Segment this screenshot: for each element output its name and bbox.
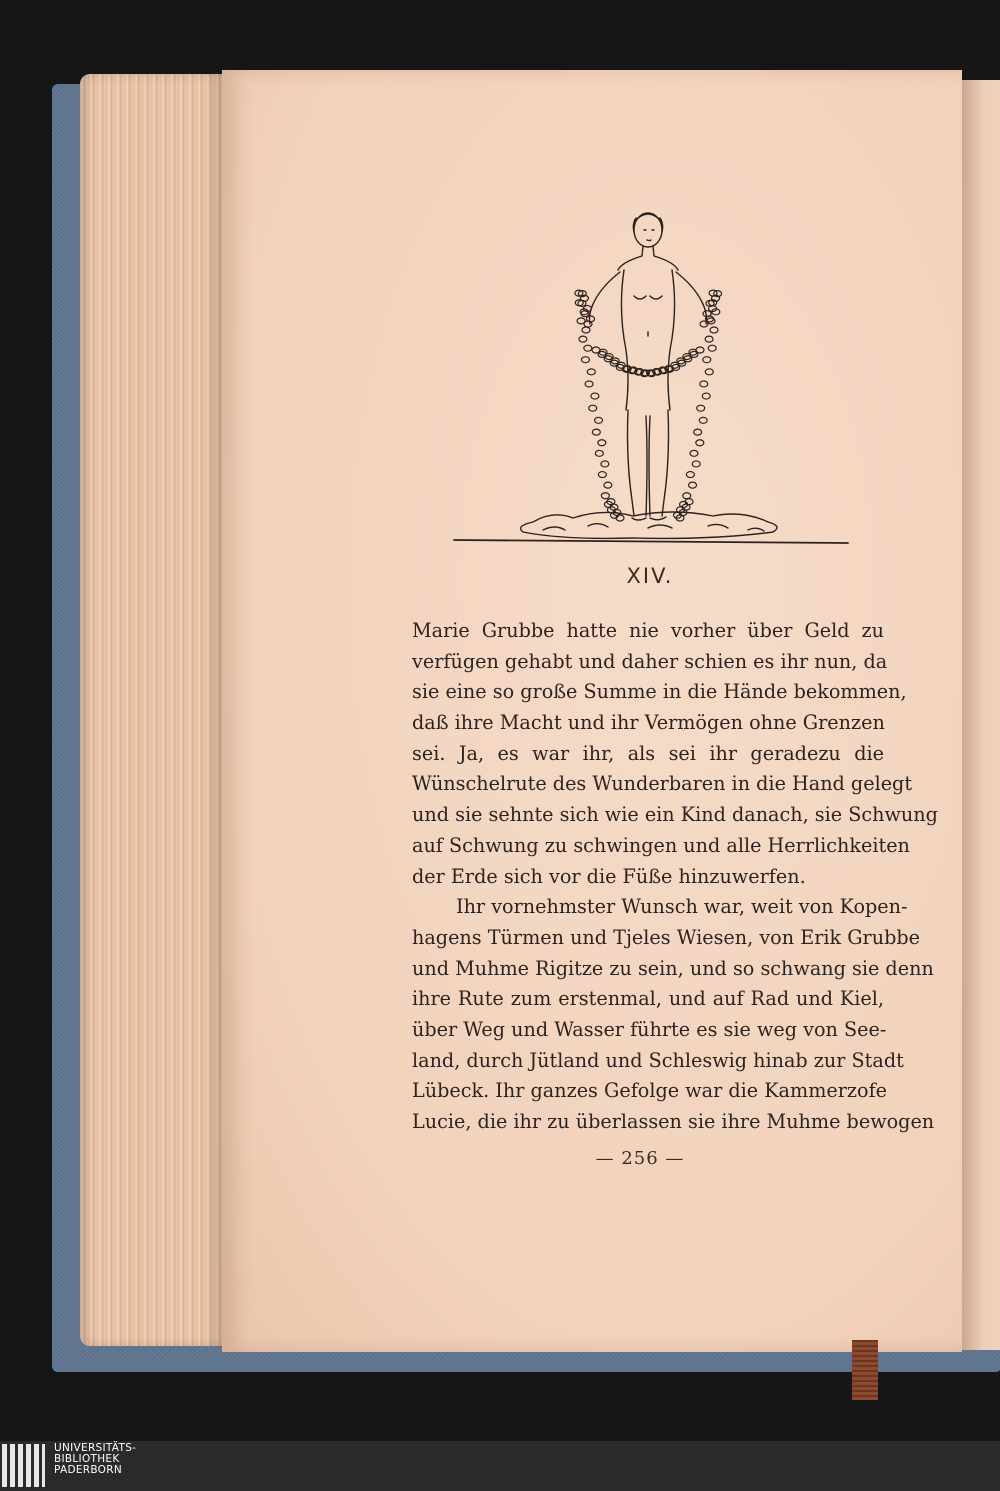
text-line: und Muhme Rigitze zu sein, und so schwang sie denn xyxy=(412,956,934,980)
garland-flower xyxy=(591,393,599,399)
garland-flower xyxy=(696,440,704,446)
text-line: Lübeck. Ihr ganzes Gefolge war die Kammerzofe xyxy=(412,1079,888,1103)
garland-flower xyxy=(585,381,593,387)
bookmark-ribbon xyxy=(852,1340,878,1400)
garland-flower xyxy=(689,482,697,488)
text-line: daß ihre Macht und ihr Vermögen ohne Grenzen xyxy=(412,711,885,735)
garland-flower xyxy=(686,472,694,478)
library-name-line: UNIVERSITÄTS- xyxy=(54,1442,137,1454)
garland-flower xyxy=(595,450,603,456)
garland-flower xyxy=(584,345,592,351)
garland-flower xyxy=(595,417,603,423)
text-line: der Erde sich vor die Füße hinzuwerfen. xyxy=(412,864,806,888)
garland-flower xyxy=(699,417,707,423)
garland-flower xyxy=(703,357,711,363)
library-name-line: PADERBORN xyxy=(54,1464,122,1476)
garland-flower xyxy=(692,461,700,467)
garland-flower xyxy=(601,493,609,499)
garland-flower xyxy=(592,429,600,435)
library-name xyxy=(54,1443,136,1476)
library-name-line: BIBLIOTHEK xyxy=(54,1453,120,1465)
page-number: — 256 — xyxy=(595,1148,685,1169)
university-library-logo-icon xyxy=(2,1442,50,1489)
library-footer xyxy=(0,1441,1000,1491)
garland-flower xyxy=(694,429,702,435)
chapter-heading: XIV. xyxy=(626,564,674,588)
text-line: Wünschelrute des Wunderbaren in die Hand gelegt xyxy=(412,772,913,796)
garland-flower xyxy=(601,461,609,467)
text-line: und sie sehnte sich wie ein Kind danach, sie Schwung xyxy=(412,803,938,827)
garland-flower xyxy=(598,472,606,478)
garland-flower xyxy=(582,327,590,333)
garland-flower xyxy=(696,347,704,353)
garland-flower xyxy=(707,318,715,324)
text-line: Lucie, die ihr zu überlassen sie ihre Muhme bewogen xyxy=(412,1110,935,1133)
garland-flower xyxy=(683,493,691,499)
garland-flower xyxy=(589,405,597,411)
garland-flower xyxy=(587,369,595,375)
garland-flower xyxy=(579,336,587,342)
garland-flower xyxy=(581,357,589,363)
garland-flower xyxy=(690,450,698,456)
facing-page-edge xyxy=(960,80,1000,1350)
garland-flower xyxy=(710,327,718,333)
text-line: land, durch Jütland und Schleswig hinab zur Stadt xyxy=(412,1048,904,1072)
text-line: sie eine so große Summe in die Hände bekommen, xyxy=(412,680,907,704)
garland-flower xyxy=(708,345,716,351)
text-line: ihre Rute zum erstenmal, und auf Rad und Kiel, xyxy=(412,987,884,1011)
page-edges xyxy=(80,74,230,1346)
text-line: auf Schwung zu schwingen und alle Herrlichkeiten xyxy=(412,833,910,857)
garland-flower xyxy=(700,381,708,387)
garland-flower xyxy=(705,369,713,375)
text-line: sei. Ja, es war ihr, als sei ihr geradezu die xyxy=(412,741,884,765)
garland-flower xyxy=(598,440,606,446)
garland-flower xyxy=(702,393,710,399)
garland-flower xyxy=(705,336,713,342)
body-text xyxy=(412,616,938,1138)
text-line: über Weg und Wasser führte es sie weg von See- xyxy=(412,1017,887,1041)
text-line: Ihr vornehmster Wunsch war, weit von Kopen- xyxy=(456,895,908,919)
woman-with-garland-illustration xyxy=(448,200,854,550)
garland-flower xyxy=(604,482,612,488)
garland-flower xyxy=(697,405,705,411)
text-line: Marie Grubbe hatte nie vorher über Geld zu xyxy=(412,619,884,642)
text-line: hagens Türmen und Tjeles Wiesen, von Erik Grubbe xyxy=(412,925,921,949)
text-line: verfügen gehabt und daher schien es ihr nun, da xyxy=(412,649,888,673)
garland-flower xyxy=(577,318,585,324)
